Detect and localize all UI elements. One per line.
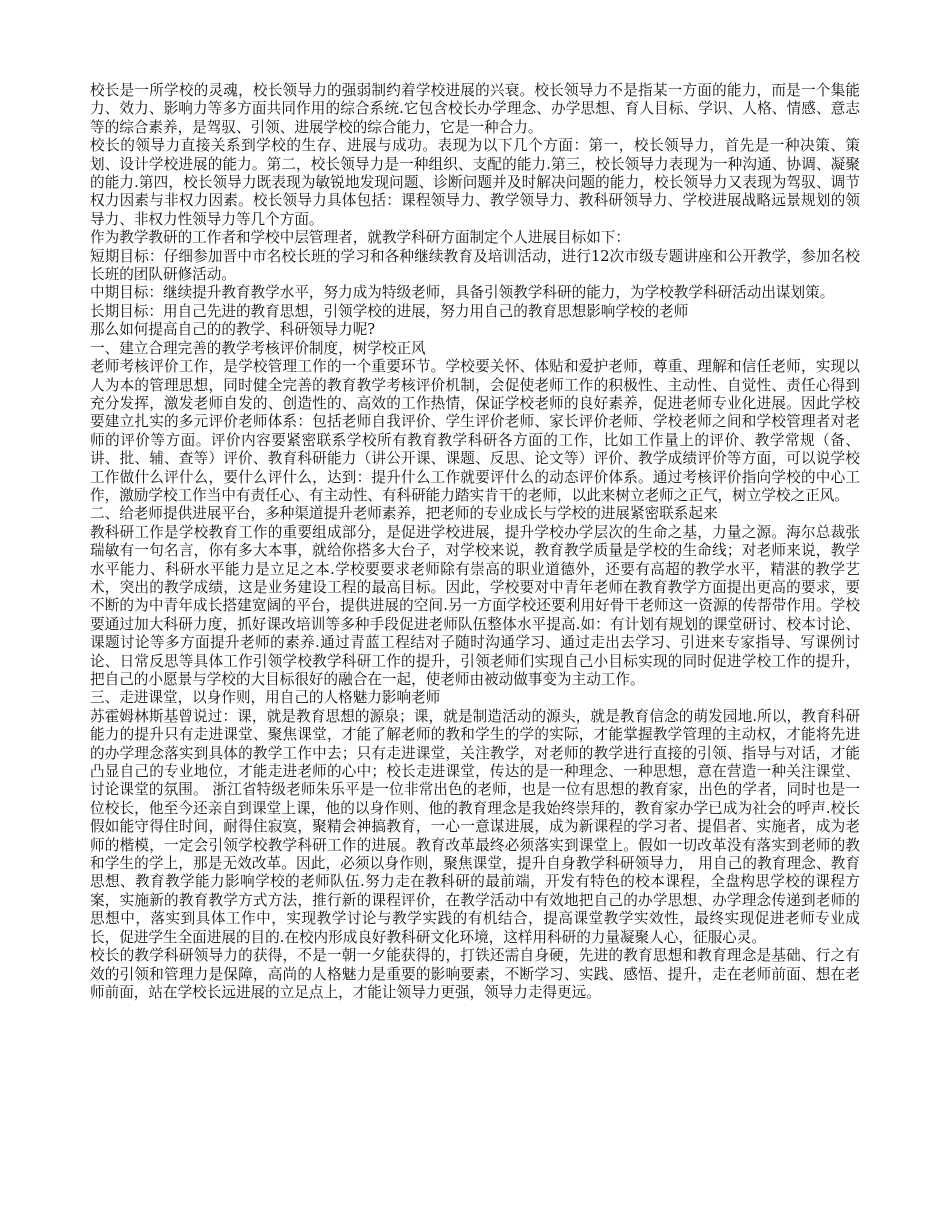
paragraph-long-term-goal: 长期目标：用自己先进的教育思想，引领学校的进展，努力用自己的教育思想影响学校的老师 <box>90 302 689 320</box>
paragraph-section-1-body: 老师考核评价工作，是学校管理工作的一个重要环节。学校要关怀、体贴和爱护老师，尊重、理解和信任老师，实现以人为本的管理思想，同时健全完善的教育教学考核评价机制，会促使老师工作的积极性、主动性、自觉性、责任心得到充分发挥，激发老师自发的、创造性的、高效的工作热情，保证学校老师的良好素养，促进老师专业化进展。因此学校要建立扎实的多元评价老师体系：包括老师自我评价、学生评价老师、家长评价老师、学校老师之间和学校管理者对老师的评价等方面。评价内容要紧密联系学校所有教育教学科研各方面的工作，比如工作量上的评价、教学常规（备、讲、批、辅、查等）评价、教育科研能力（讲公开课、课题、反思、论文等）评价、教学成绩评价等方面，可以说学校工作做什么评什么，要什么评什么，达到：提升什么工作就要评什么的动态评价体系。通过考核评价指向学校的中心工作，激励学校工作当中有责任心、有主动性、有科研能力踏实肯干的老师，以此来树立老师之正气，树立学校之正风。 <box>90 358 860 504</box>
paragraph-goals-intro: 作为教学教研的工作者和学校中层管理者，就教学科研方面制定个人进展目标如下： <box>90 229 630 247</box>
paragraph-section-2-body: 教科研工作是学校教育工作的重要组成部分，是促进学校进展，提升学校办学层次的生命之基，力量之源。海尔总裁张瑞敏有一句名言，你有多大本事，就给你搭多大台子，对学校来说，教育教学质量是学校的生命线；对老师来说，教学水平能力、科研水平能力是立足之本.学校要要求老师除有崇高的职业道德外，还要有高超的教学水平，精湛的教学艺术，突出的教学成绩，这是业务建设工程的最高目标。因此，学校要对中青年老师在教育教学方面提出更高的要求，要不断的为中青年成长搭建宽阔的平台，提供进展的空间.另一方面学校还要利用好骨干老师这一资源的传帮带作用。学校要通过加大科研力度，抓好课改培训等多种手段促进老师队伍整体水平提高.如：有计划有规划的课堂研讨、校本讨论、课题讨论等多方面提升老师的素养.通过青蓝工程结对子随时沟通学习、通过走出去学习、引进来专家指导、写课例讨论、日常反思等具体工作引领学校教学科研工作的提升，引领老师们实现自己小目标实现的同时促进学校工作的提升，把自己的小愿景与学校的大目标很好的融合在一起，使老师由被动做事变为主动工作。 <box>90 523 860 688</box>
paragraph-conclusion: 校长的教学科研领导力的获得，不是一朝一夕能获得的，打铁还需自身硬，先进的教育思想和教育理念是基础、行之有效的引领和管理力是保障，高尚的人格魅力是重要的影响要素，不断学习、实践、感悟、提升，走在老师前面、想在老师前面，站在学校长远进展的立足点上，才能让领导力更强，领导力走得更远。 <box>90 947 860 1001</box>
paragraph-question: 那么如何提高自己的的教学、科研领导力呢? <box>90 321 376 339</box>
paragraph-leadership-aspects: 校长的领导力直接关系到学校的生存、进展与成功。表现为以下几个方面：第一，校长领导力，首先是一种决策、策划、设计学校进展的能力。第二，校长领导力是一种组织、支配的能力.第三，校长领导力表现为一种沟通、协调、凝聚的能力.第四，校长领导力既表现为敏锐地发现问题、诊断问题并及时解决问题的能力，校长领导力又表现为驾驭、调节权力因素与非权力因素。校长领导力具体包括：课程领导力、教学领导力、教科研领导力、学校进展战略远景规划的领导力、非权力性领导力等几个方面。 <box>90 137 860 228</box>
paragraph-mid-term-goal: 中期目标：继续提升教育教学水平，努力成为特级老师，具备引领教学科研的能力，为学校教学科研活动出谋划策。 <box>90 284 835 302</box>
section-heading-1: 一、建立合理完善的教学考核评价制度，树学校正风 <box>90 339 426 357</box>
paragraph-intro: 校长是一所学校的灵魂，校长领导力的强弱制约着学校进展的兴衰。校长领导力不是指某一方面的能力，而是一个集能力、效力、影响力等多方面共同作用的综合系统.它包含校长办学理念、办学思想、育人目标、学识、人格、情感、意志等的综合素养，是驾驭、引领、进展学校的综合能力，它是一种合力。 <box>90 82 860 136</box>
section-heading-2: 二、给老师提供进展平台，多种渠道提升老师素养，把老师的专业成长与学校的进展紧密联系起来 <box>90 505 718 523</box>
paragraph-short-term-goal: 短期目标：仔细参加晋中市名校长班的学习和各种继续教育及培训活动，进行12次市级专题讲座和公开教学，参加名校长班的团队研修活动。 <box>90 247 860 284</box>
document-body <box>90 82 860 1002</box>
section-heading-3: 三、走进课堂，以身作则，用自己的人格魅力影响老师 <box>90 689 441 707</box>
paragraph-section-3-body: 苏霍姆林斯基曾说过：课，就是教育思想的源泉；课，就是制造活动的源头，就是教育信念的萌发园地.所以，教育科研能力的提升只有走进课堂、聚焦课堂，才能了解老师的教和学生的学的实际，才能掌握教学管理的主动权，才能将先进的办学理念落实到具体的教学工作中去；只有走进课堂，关注教学，对老师的教学进行直接的引领、指导与对话，才能凸显自己的专业地位，才能走进老师的心中；校长走进课堂，传达的是一种理念、一种思想，意在营造一种关注课堂、讨论课堂的氛围。 浙江省特级老师朱乐平是一位非常出色的老师，也是一位有思想的教育家，出色的学者，同时也是一位校长，他至今还亲自到课堂上课，他的以身作则、他的教育理念是我始终崇拜的，教育家办学已成为社会的呼声.校长假如能守得住时间，耐得住寂寞，聚精会神搞教育，一心一意谋进展，成为新课程的学习者、提倡者、实施者，成为老师的楷模，一定会引领学校教学科研工作的进展。教育改革最终必须落实到课堂上。假如一切改革没有落实到老师的教和学生的学上，那是无效改革。因此，必须以身作则，聚焦课堂，提升自身教学科研领导力， 用自己的教育理念、教育思想、教育教学能力影响学校的老师队伍.努力走在教科研的最前端，开发有特色的校本课程，全盘构思学校的课程方案，实施新的教育教学方式方法，推行新的课程评价，在教学活动中有效地把自己的办学思想、办学理念传递到老师的思想中，落实到具体工作中，实现教学讨论与教学实践的有机结合，提高课堂教学实效性，最终实现促进老师专业成长，促进学生全面进展的目的.在校内形成良好教科研文化环境，这样用科研的力量凝聚人心，征服心灵。 <box>90 707 860 946</box>
